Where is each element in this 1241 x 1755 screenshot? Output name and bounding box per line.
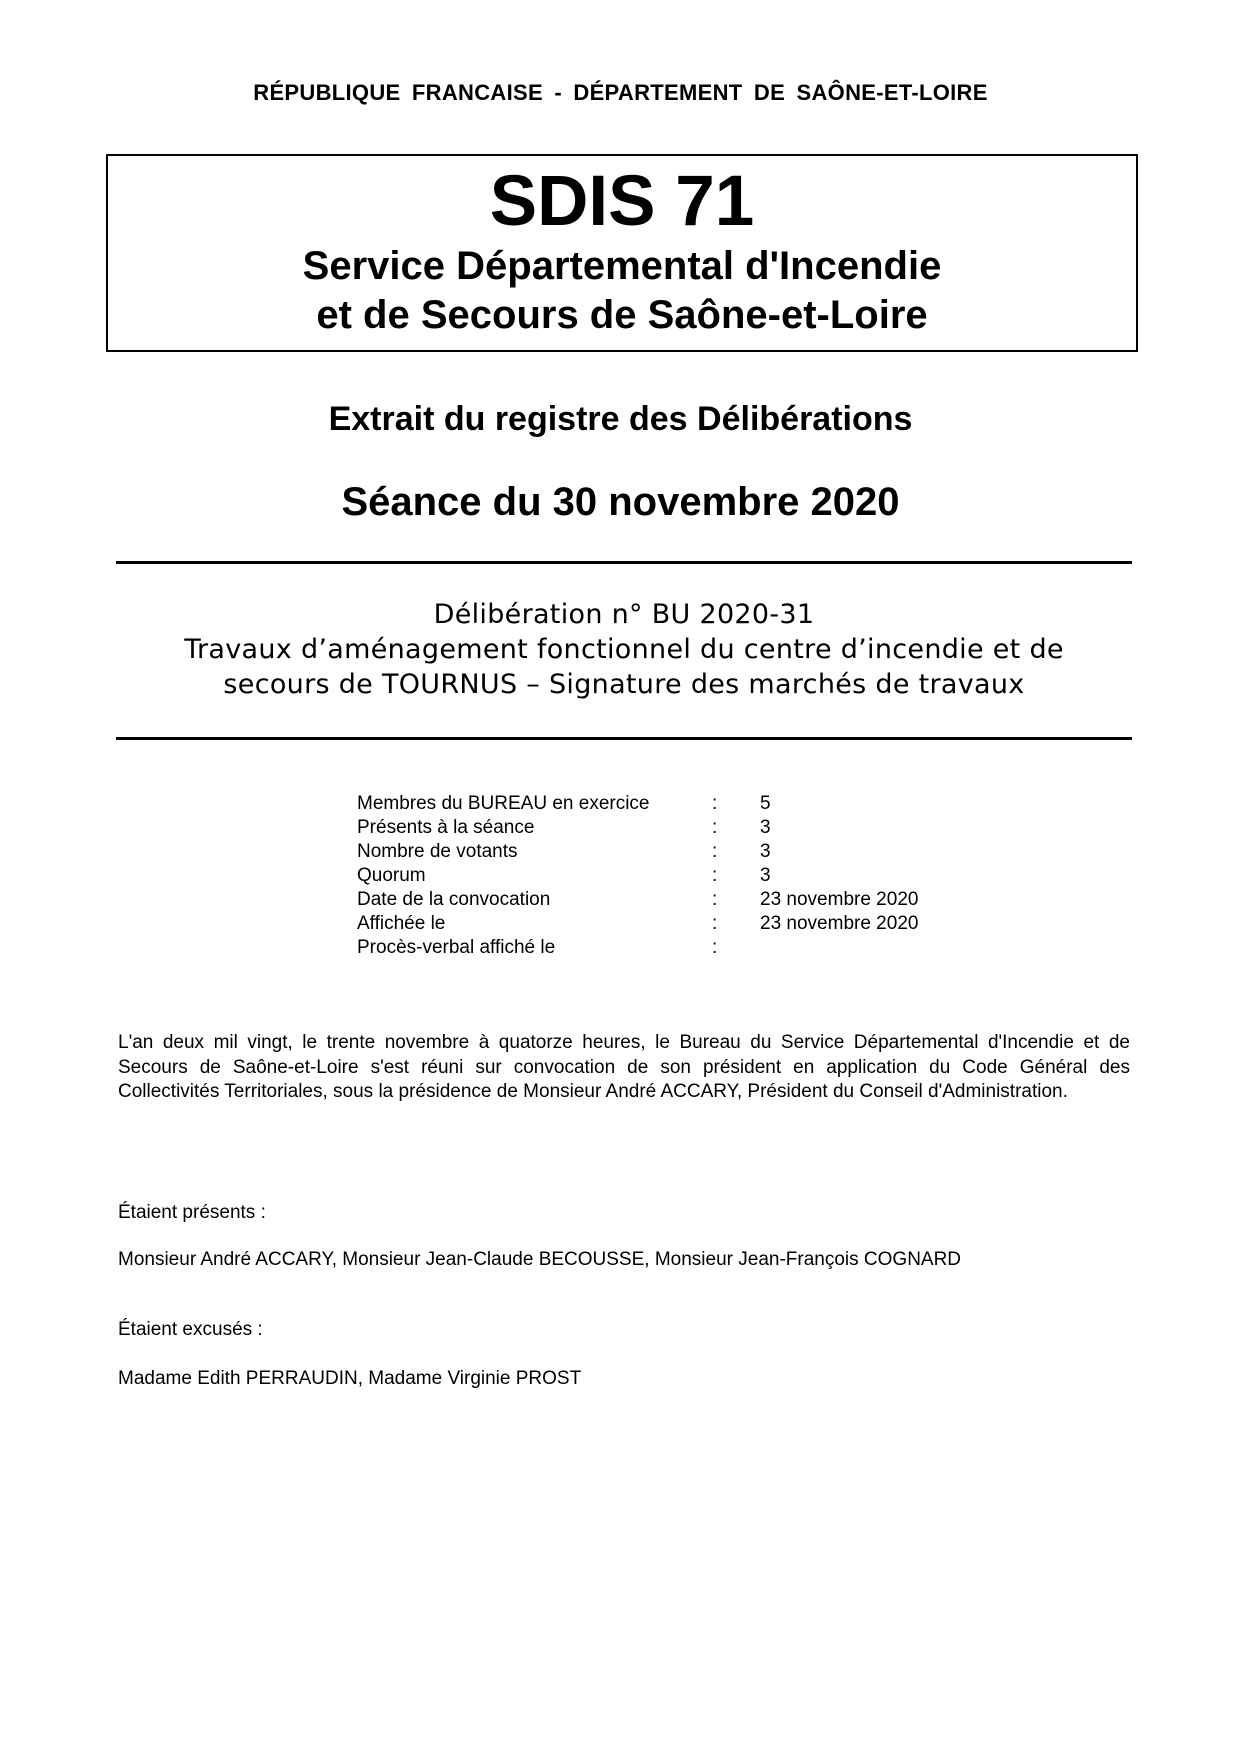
stat-row	[357, 864, 918, 888]
excuses-heading: Étaient excusés :	[118, 1319, 263, 1340]
stat-separator: :	[712, 841, 718, 862]
stats-table	[357, 792, 918, 960]
sdis-subtitle-line1: Service Départemental d'Incendie	[302, 244, 942, 288]
stat-row	[357, 888, 918, 912]
top-divider	[116, 561, 1132, 564]
stat-label: Nombre de votants	[357, 841, 518, 862]
seance-heading: Séance du 30 novembre 2020	[341, 480, 900, 524]
stat-label: Membres du BUREAU en exercice	[357, 793, 650, 814]
republique-heading: RÉPUBLIQUE FRANCAISE - DÉPARTEMENT DE SAÔNE-ET-LOIRE	[253, 80, 988, 105]
deliberation-title-line1: Travaux d’aménagement fonctionnel du centre d’incendie et de	[184, 634, 1064, 665]
stat-separator: :	[712, 817, 718, 838]
sdis-header-box	[106, 154, 1138, 352]
stat-row	[357, 816, 918, 840]
stat-label: Procès-verbal affiché le	[357, 937, 556, 958]
deliberation-block	[116, 597, 1132, 702]
deliberation-number: Délibération n° BU 2020-31	[433, 599, 815, 630]
presents-heading: Étaient présents :	[118, 1202, 266, 1223]
stat-value: 3	[760, 841, 771, 862]
extrait-heading: Extrait du registre des Délibérations	[328, 400, 913, 438]
stat-separator: :	[712, 865, 718, 886]
excuses-names: Madame Edith PERRAUDIN, Madame Virginie PROST	[118, 1368, 582, 1389]
stat-value: 3	[760, 817, 771, 838]
stat-label: Quorum	[357, 865, 426, 886]
stat-label: Présents à la séance	[357, 817, 535, 838]
sdis-title: SDIS 71	[489, 162, 755, 241]
stat-separator: :	[712, 889, 718, 910]
stat-separator: :	[712, 793, 718, 814]
stat-row	[357, 792, 918, 816]
presents-names: Monsieur André ACCARY, Monsieur Jean-Claude BECOUSSE, Monsieur Jean-François COGNARD	[118, 1249, 962, 1270]
stat-separator: :	[712, 937, 718, 958]
bottom-divider	[116, 737, 1132, 740]
stat-row	[357, 840, 918, 864]
stat-label: Date de la convocation	[357, 889, 551, 910]
stat-row	[357, 912, 918, 936]
stat-value: 23 novembre 2020	[760, 913, 919, 934]
stat-label: Affichée le	[357, 913, 446, 934]
stat-value: 3	[760, 865, 771, 886]
deliberation-title-line2: secours de TOURNUS – Signature des marchés de travaux	[223, 669, 1025, 700]
intro-paragraph: L'an deux mil vingt, le trente novembre à quatorze heures, le Bureau du Service Départemental d'Incendie et de Secours de Saône-et-Loire s'est réuni sur convocation de son président en application du Code Général des Collectivités Territoriales, sous la présidence de Monsieur André ACCARY, Président du Conseil d'Administration.	[118, 1032, 1130, 1103]
stat-separator: :	[712, 913, 718, 934]
stat-value: 5	[760, 793, 771, 814]
stat-value: 23 novembre 2020	[760, 889, 919, 910]
sdis-subtitle-line2: et de Secours de Saône-et-Loire	[316, 293, 928, 337]
stat-row	[357, 936, 918, 960]
